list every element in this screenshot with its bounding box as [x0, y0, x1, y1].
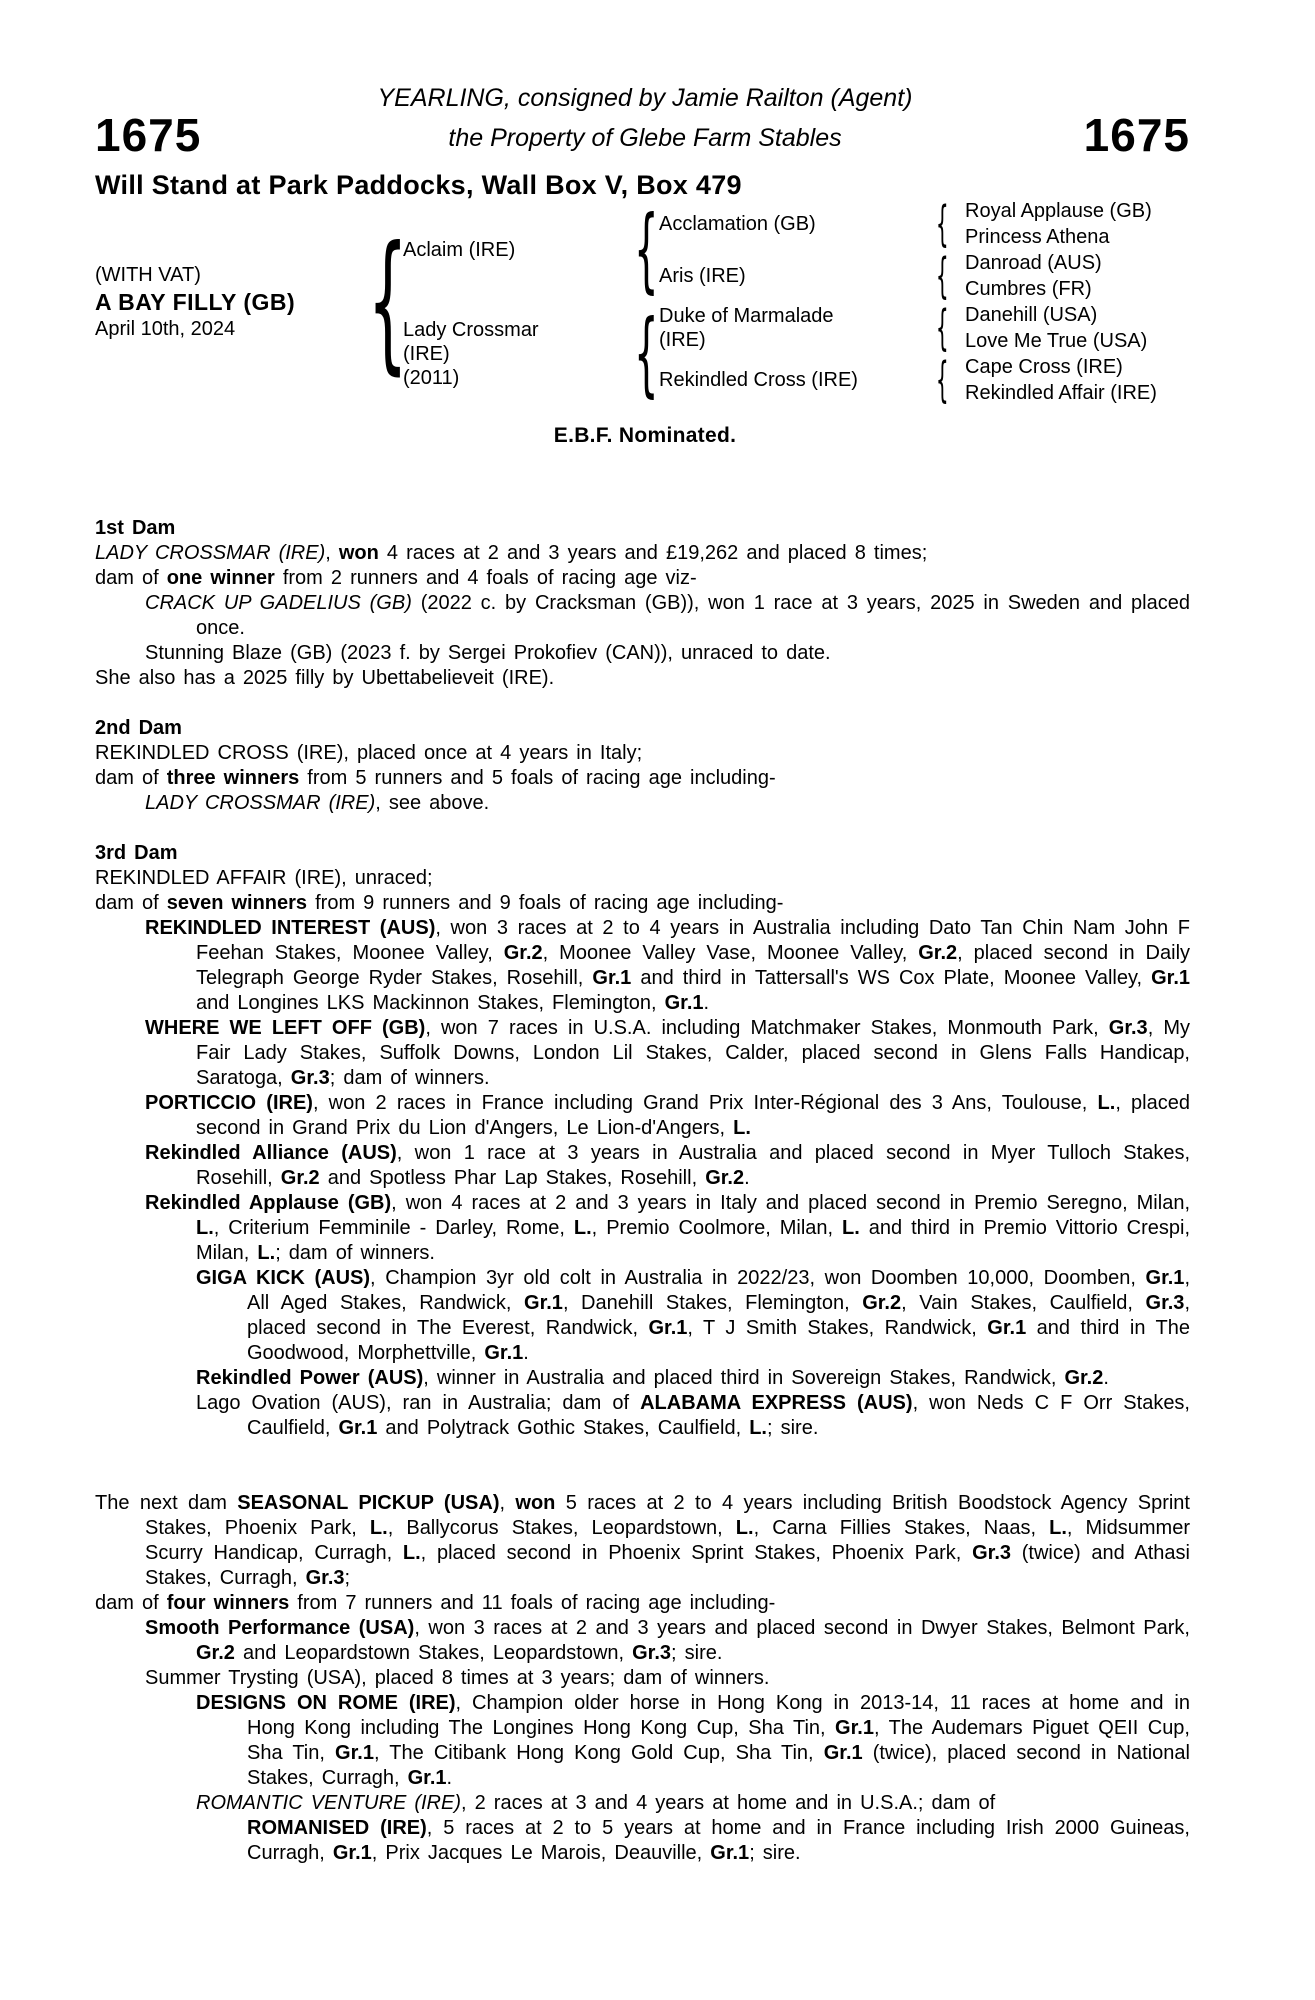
catalogue-paragraph: GIGA KICK (AUS), Champion 3yr old colt in Australia in 2022/23, won Doomben 10,000, Doomben, Gr.1, All Aged Stakes, Randwick, Gr.1, Danehill Stakes, Flemington, Gr.2, Vain Stakes, Caulfield, Gr.3, placed second in The Everest, Randwick, Gr.1, T J Smith Stakes, Randwick, Gr.1 and third in The Goodwood, Morphettville, Gr.1.: [196, 1267, 1191, 1364]
catalogue-paragraph: PORTICCIO (IRE), won 2 races in France including Grand Prix Inter-Régional des 3 Ans, Toulouse, L., placed second in Grand Prix du Lion d'Angers, Le Lion-d'Angers, L.: [145, 1092, 1190, 1139]
pedigree-sire: [403, 198, 633, 302]
catalogue-paragraph: ROMANTIC VENTURE (IRE), 2 races at 3 and 4 years at home and in U.S.A.; dam of: [196, 1792, 996, 1814]
catalogue-paragraph: LADY CROSSMAR (IRE), won 4 races at 2 and 3 years and £19,262 and placed 8 times;: [95, 542, 928, 564]
catalogue-paragraph: Rekindled Power (AUS), winner in Australia and placed third in Sovereign Stakes, Randwick, Gr.2.: [196, 1367, 1109, 1389]
dam-section-heading: 1st Dam: [95, 517, 176, 539]
catalogue-paragraph: LADY CROSSMAR (IRE), see above.: [145, 792, 490, 814]
pedigree-table: [95, 198, 1200, 406]
catalogue-paragraph: Rekindled Applause (GB), won 4 races at 2 and 3 years in Italy and placed second in Premio Seregno, Milan, L., Criterium Femminile - Darley, Rome, L., Premio Coolmore, Milan, L. and third in Premio Vittorio Crespi, Milan, L.; dam of winners.: [145, 1192, 1191, 1264]
dam-section-heading: 3rd Dam: [95, 842, 178, 864]
catalogue-paragraph: The next dam SEASONAL PICKUP (USA), won 5 races at 2 to 4 years including British Boodstock Agency Sprint Stakes, Phoenix Park, L., Ballycorus Stakes, Leopardstown, L., Carna Fillies Stakes, Naas, L., Midsummer Scurry Handicap, Curragh, L., placed second in Phoenix Sprint Stakes, Phoenix Park, Gr.3 (twice) and Athasi Stakes, Curragh, Gr.3;: [95, 1492, 1190, 1589]
brace-generation1-icon: {: [367, 215, 409, 389]
catalogue-paragraph: Rekindled Alliance (AUS), won 1 race at 3 years in Australia and placed second in Myer Tulloch Stakes, Rosehill, Gr.2 and Spotless Phar Lap Stakes, Rosehill, Gr.2.: [145, 1142, 1190, 1189]
lot-number-left: 1675: [95, 109, 202, 161]
great-grandparent-name: Love Me True (USA): [965, 330, 1148, 352]
pedigree-granddam-paternal: Aris (IRE): [659, 265, 746, 287]
brace-great-grandparents-icon: {: [935, 352, 949, 408]
foaling-date: April 10th, 2024: [95, 318, 236, 340]
lot-number-right: 1675: [1083, 109, 1190, 161]
dam-section: [95, 516, 1190, 691]
pedigree-granddam-maternal: Rekindled Cross (IRE): [659, 369, 858, 391]
catalogue-paragraph: Summer Trysting (USA), placed 8 times at 3 years; dam of winners.: [145, 1667, 770, 1689]
catalogue-paragraph: DESIGNS ON ROME (IRE), Champion older horse in Hong Kong in 2013-14, 11 races at home and in Hong Kong including The Longines Hong Kong Cup, Sha Tin, Gr.1, The Audemars Piguet QEII Cup, Sha Tin, Gr.1, The Citibank Hong Kong Gold Cup, Sha Tin, Gr.1 (twice), placed second in National Stakes, Curragh, Gr.1.: [196, 1692, 1191, 1789]
catalogue-paragraph: REKINDLED INTEREST (AUS), won 3 races at 2 to 4 years in Australia including Dato Tan Chin Nam John F Feehan Stakes, Moonee Valley, Gr.2, Moonee Valley Vase, Moonee Valley, Gr.2, placed second in Daily Telegraph George Ryder Stakes, Rosehill, Gr.1 and third in Tattersall's WS Cox Plate, Moonee Valley, Gr.1 and Longines LKS Mackinnon Stakes, Flemington, Gr.1.: [145, 917, 1191, 1014]
catalogue-paragraph: She also has a 2025 filly by Ubettabelieveit (IRE).: [95, 667, 555, 689]
pedigree-grandsire-maternal: Duke of Marmalade (IRE): [659, 305, 834, 351]
dam-name-line: Lady Crossmar: [403, 319, 539, 341]
catalogue-paragraph: REKINDLED AFFAIR (IRE), unraced;: [95, 867, 433, 889]
brace-great-grandparents-icon: {: [935, 196, 949, 252]
great-grandparent-name: Danehill (USA): [965, 304, 1098, 326]
sire-name: Aclaim (IRE): [403, 239, 516, 261]
dam-section: [95, 1491, 1190, 1866]
catalogue-paragraph: dam of three winners from 5 runners and 5 foals of racing age including-: [95, 767, 776, 789]
great-grandparent-name: Danroad (AUS): [965, 252, 1102, 274]
great-grandparent-name: Royal Applause (GB): [965, 200, 1152, 222]
ebf-nominated-note: E.B.F. Nominated.: [553, 424, 737, 447]
great-grandparent-name: Princess Athena: [965, 226, 1110, 248]
catalogue-paragraph: Stunning Blaze (GB) (2023 f. by Sergei Prokofiev (CAN)), unraced to date.: [145, 642, 831, 664]
pedigree-text: [95, 516, 1190, 1866]
great-grandparent-name: Cumbres (FR): [965, 278, 1092, 300]
brace-great-grandparents-icon: {: [935, 248, 949, 304]
brace-great-grandparents-icon: {: [935, 300, 949, 356]
dam-name-line: (2011): [403, 367, 460, 389]
catalogue-paragraph: dam of seven winners from 9 runners and 9 foals of racing age including-: [95, 892, 784, 914]
property-line: the Property of Glebe Farm Stables: [448, 124, 842, 152]
catalogue-paragraph: ROMANISED (IRE), 5 races at 2 to 5 years at home and in France including Irish 2000 Guineas, Curragh, Gr.1, Prix Jacques Le Marois, Deauville, Gr.1; sire.: [247, 1817, 1190, 1864]
brace-sire-parents-icon: {: [633, 196, 659, 303]
great-grandparent-name: Cape Cross (IRE): [965, 356, 1123, 378]
consignment-line: YEARLING, consigned by Jamie Railton (Agent): [377, 84, 913, 112]
catalogue-paragraph: Lago Ovation (AUS), ran in Australia; dam of ALABAMA EXPRESS (AUS), won Neds C F Orr Stakes, Caulfield, Gr.1 and Polytrack Gothic Stakes, Caulfield, L.; sire.: [196, 1392, 1190, 1439]
catalogue-paragraph: dam of one winner from 2 runners and 4 foals of racing age viz-: [95, 567, 697, 589]
catalogue-paragraph: CRACK UP GADELIUS (GB) (2022 c. by Cracksman (GB)), won 1 race at 3 years, 2025 in Sweden and placed once.: [145, 592, 1190, 639]
pedigree-grandsire-paternal: Acclamation (GB): [659, 213, 816, 235]
catalogue-paragraph: REKINDLED CROSS (IRE), placed once at 4 years in Italy;: [95, 742, 643, 764]
dam-name-line: (IRE): [403, 343, 450, 365]
dam-section-heading: 2nd Dam: [95, 717, 182, 739]
great-grandparent-name: Rekindled Affair (IRE): [965, 382, 1157, 404]
vat-note: (WITH VAT): [95, 264, 201, 286]
horse-info-block: [95, 198, 373, 406]
brace-dam-parents-icon: {: [633, 300, 659, 407]
pedigree-dam: [403, 302, 633, 406]
catalogue-paragraph: dam of four winners from 7 runners and 11 foals of racing age including-: [95, 1592, 776, 1614]
catalogue-paragraph: WHERE WE LEFT OFF (GB), won 7 races in U.S.A. including Matchmaker Stakes, Monmouth Park, Gr.3, My Fair Lady Stakes, Suffolk Downs, London Lil Stakes, Calder, placed second in Glens Falls Handicap, Saratoga, Gr.3; dam of winners.: [145, 1017, 1190, 1089]
dam-section: [95, 716, 1190, 816]
horse-name: A BAY FILLY (GB): [95, 289, 296, 315]
stand-location: Will Stand at Park Paddocks, Wall Box V, Box 479: [95, 170, 742, 200]
catalogue-paragraph: Smooth Performance (USA), won 3 races at 2 and 3 years and placed second in Dwyer Stakes, Belmont Park, Gr.2 and Leopardstown Stakes, Leopardstown, Gr.3; sire.: [145, 1617, 1190, 1664]
dam-section: [95, 841, 1190, 1441]
